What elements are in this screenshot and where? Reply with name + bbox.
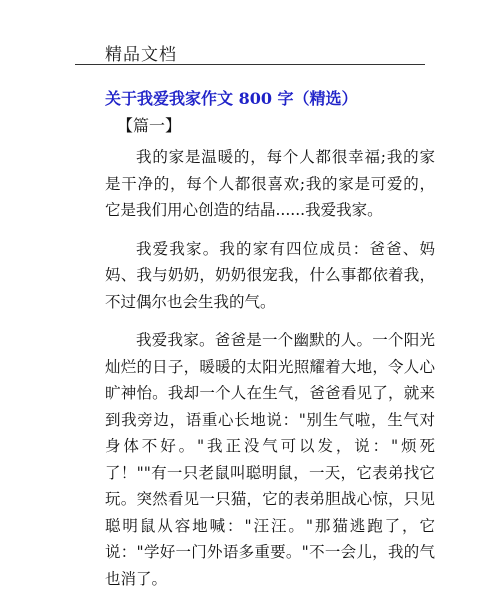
paragraph: 我的家是温暖的，每个人都很幸福;我的家是干净的，每个人都很喜欢;我的家是可爱的，它是我们用心创造的结晶......我爱我家。 [105,148,435,219]
body-text [105,144,435,604]
paragraph: 我爱我家。爸爸是一个幽默的人。一个阳光灿烂的日子，暖暖的太阳光照耀着大地，令人心旷神怡。我却一个人在生气，爸爸看见了，就来到我旁边，语重心长地说："别生气啦，生气对身体不好。"我正没气可以发，说："烦死了！""有一只老鼠叫聪明鼠，一天，它表弟找它玩。突然看见一只猫，它的表弟胆战心惊，只见聪明鼠从容地喊："汪汪。"那猫逃跑了，它说："学好一门外语多重要。"不一会儿，我的气也消了。 [105,331,435,588]
section-label: 【篇一】 [117,116,182,135]
paragraph: 我爱我家。我的家有四位成员：爸爸、妈妈、我与奶奶，奶奶很宠我，什么事都依着我，不过偶尔也会生我的气。 [105,239,435,311]
document-title: 关于我爱我家作文 800 字（精选） [105,89,358,108]
header-label: 精品文档 [105,45,177,65]
header-divider [75,64,425,65]
